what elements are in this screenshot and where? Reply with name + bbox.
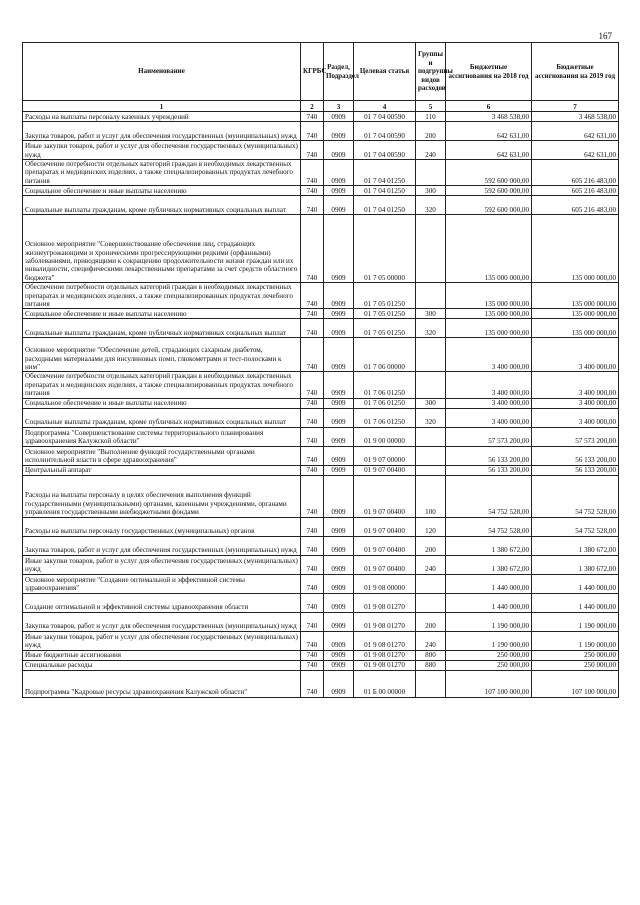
row-budget-2019: 54 752 528,00	[532, 475, 619, 517]
row-article: 01 9 07 00000	[354, 446, 416, 465]
row-kgrbs: 740	[301, 475, 324, 517]
row-name: Иные закупки товаров, работ и услуг для обеспечения государственных (муниципальных) нужд	[23, 631, 301, 650]
row-kgrbs: 740	[301, 612, 324, 631]
row-article: 01 7 04 01250	[354, 160, 416, 186]
row-budget-2019: 135 000 000,00	[532, 309, 619, 319]
row-budget-2019: 135 000 000,00	[532, 319, 619, 338]
row-name: Основное мероприятие "Выполнение функций государственными органами исполнительной власти в сфере здравоохранения"	[23, 446, 301, 465]
row-section: 0909	[324, 283, 354, 309]
row-article: 01 9 07 00400	[354, 465, 416, 475]
row-kgrbs: 740	[301, 650, 324, 660]
column-number: 5	[416, 101, 446, 112]
row-kgrbs: 740	[301, 536, 324, 555]
row-name: Обеспечение потребности отдельных категорий граждан в необходимых лекарственных препаратах и медицинских изделиях, а также специализированных продуктах лечебного питания	[23, 160, 301, 186]
row-budget-2019: 642 631,00	[532, 141, 619, 160]
row-expense-group	[416, 427, 446, 446]
row-expense-group: 320	[416, 196, 446, 215]
row-budget-2018: 250 000,00	[446, 660, 532, 670]
table-row	[23, 112, 619, 122]
row-budget-2018: 1 190 000,00	[446, 631, 532, 650]
row-expense-group	[416, 372, 446, 398]
row-budget-2018: 56 133 200,00	[446, 446, 532, 465]
row-expense-group	[416, 338, 446, 372]
table-row	[23, 372, 619, 398]
row-kgrbs: 740	[301, 160, 324, 186]
row-budget-2019: 1 190 000,00	[532, 631, 619, 650]
row-name: Иные закупки товаров, работ и услуг для обеспечения государственных (муниципальных) нужд	[23, 555, 301, 574]
row-kgrbs: 740	[301, 670, 324, 697]
row-name: Расходы на выплаты персоналу казенных учреждений	[23, 112, 301, 122]
row-budget-2018: 3 400 000,00	[446, 372, 532, 398]
row-budget-2019: 54 752 528,00	[532, 517, 619, 536]
row-article: 01 9 07 00400	[354, 555, 416, 574]
column-number: 2	[301, 101, 324, 112]
table-row	[23, 475, 619, 517]
table-row	[23, 141, 619, 160]
row-section: 0909	[324, 319, 354, 338]
header-section: Раздел, Подраздел	[324, 43, 354, 101]
row-budget-2018: 250 000,00	[446, 650, 532, 660]
header-name: Наименование	[23, 43, 301, 101]
row-expense-group: 320	[416, 319, 446, 338]
table-row	[23, 631, 619, 650]
row-budget-2018: 3 400 000,00	[446, 338, 532, 372]
row-section: 0909	[324, 631, 354, 650]
column-number: 6	[446, 101, 532, 112]
table-row	[23, 283, 619, 309]
row-budget-2019: 135 000 000,00	[532, 215, 619, 283]
row-kgrbs: 740	[301, 574, 324, 593]
row-article: 01 9 08 00000	[354, 574, 416, 593]
row-budget-2019: 1 440 000,00	[532, 593, 619, 612]
row-name: Закупка товаров, работ и услуг для обеспечения государственных (муниципальных) нужд	[23, 612, 301, 631]
row-budget-2019: 250 000,00	[532, 650, 619, 660]
header-budget-2019: Бюджетные ассигнования на 2019 год	[532, 43, 619, 101]
row-budget-2018: 1 380 672,00	[446, 555, 532, 574]
row-budget-2018: 54 752 528,00	[446, 517, 532, 536]
row-budget-2019: 1 380 672,00	[532, 555, 619, 574]
row-budget-2019: 3 400 000,00	[532, 398, 619, 408]
row-name: Социальное обеспечение и иные выплаты населению	[23, 309, 301, 319]
row-kgrbs: 740	[301, 398, 324, 408]
row-name: Подпрограмма "Кадровые ресурсы здравоохранения Калужской области"	[23, 670, 301, 697]
page-number: 167	[598, 31, 612, 41]
row-kgrbs: 740	[301, 593, 324, 612]
row-article: 01 7 05 01250	[354, 283, 416, 309]
row-expense-group: 880	[416, 660, 446, 670]
table-row	[23, 536, 619, 555]
row-name: Расходы на выплаты персоналу государственных (муниципальных) органов	[23, 517, 301, 536]
row-kgrbs: 740	[301, 517, 324, 536]
row-budget-2019: 56 133 200,00	[532, 446, 619, 465]
row-budget-2018: 1 380 672,00	[446, 536, 532, 555]
row-budget-2019: 1 190 000,00	[532, 612, 619, 631]
header-budget-2018: Бюджетные ассигнования на 2018 год	[446, 43, 532, 101]
row-expense-group: 200	[416, 612, 446, 631]
row-article: 01 9 08 01270	[354, 631, 416, 650]
row-budget-2019: 135 000 000,00	[532, 283, 619, 309]
row-article: 01 7 04 00590	[354, 122, 416, 141]
row-budget-2018: 107 100 000,00	[446, 670, 532, 697]
row-kgrbs: 740	[301, 427, 324, 446]
row-kgrbs: 740	[301, 338, 324, 372]
row-name: Социальное обеспечение и иные выплаты населению	[23, 186, 301, 196]
table-body	[23, 112, 619, 698]
table-header-row	[23, 43, 619, 101]
row-name: Иные бюджетные ассигнования	[23, 650, 301, 660]
row-budget-2018: 592 600 000,00	[446, 186, 532, 196]
row-budget-2018: 3 400 000,00	[446, 398, 532, 408]
row-name: Создание оптимальной и эффективной системы здравоохранения области	[23, 593, 301, 612]
row-name: Закупка товаров, работ и услуг для обеспечения государственных (муниципальных) нужд	[23, 122, 301, 141]
row-expense-group	[416, 465, 446, 475]
column-number: 3	[324, 101, 354, 112]
row-kgrbs: 740	[301, 186, 324, 196]
row-expense-group	[416, 283, 446, 309]
row-section: 0909	[324, 446, 354, 465]
row-name: Расходы на выплаты персоналу в целях обеспечения выполнения функций государственными (муниципальными) органами, казенными учреждениями, органами управления государственными внебюджетными фондами	[23, 475, 301, 517]
row-article: 01 7 06 01250	[354, 408, 416, 427]
row-section: 0909	[324, 215, 354, 283]
row-kgrbs: 740	[301, 465, 324, 475]
row-article: 01 Б 00 00000	[354, 670, 416, 697]
row-kgrbs: 740	[301, 631, 324, 650]
row-article: 01 9 08 01270	[354, 593, 416, 612]
row-section: 0909	[324, 574, 354, 593]
row-budget-2019: 1 380 672,00	[532, 536, 619, 555]
row-budget-2019: 250 000,00	[532, 660, 619, 670]
row-article: 01 7 04 01250	[354, 196, 416, 215]
row-expense-group	[416, 670, 446, 697]
row-budget-2018: 135 000 000,00	[446, 283, 532, 309]
row-article: 01 9 07 00400	[354, 536, 416, 555]
row-budget-2019: 3 468 538,00	[532, 112, 619, 122]
row-expense-group: 200	[416, 122, 446, 141]
row-article: 01 9 08 01270	[354, 660, 416, 670]
row-article: 01 7 06 00000	[354, 338, 416, 372]
row-section: 0909	[324, 398, 354, 408]
row-kgrbs: 740	[301, 215, 324, 283]
row-expense-group	[416, 215, 446, 283]
row-section: 0909	[324, 475, 354, 517]
table-row	[23, 319, 619, 338]
row-article: 01 7 05 01250	[354, 319, 416, 338]
row-expense-group: 300	[416, 186, 446, 196]
row-section: 0909	[324, 141, 354, 160]
table-row	[23, 186, 619, 196]
row-kgrbs: 740	[301, 283, 324, 309]
table-row	[23, 593, 619, 612]
row-article: 01 7 04 00590	[354, 141, 416, 160]
row-expense-group: 120	[416, 517, 446, 536]
row-budget-2018: 1 190 000,00	[446, 612, 532, 631]
table-row	[23, 427, 619, 446]
row-kgrbs: 740	[301, 112, 324, 122]
table-row	[23, 398, 619, 408]
row-budget-2019: 605 216 483,00	[532, 186, 619, 196]
table-row	[23, 309, 619, 319]
row-expense-group	[416, 160, 446, 186]
table-row	[23, 215, 619, 283]
row-kgrbs: 740	[301, 372, 324, 398]
row-name: Подпрограмма "Совершенствование системы территориального планирования здравоохранения Калужской области"	[23, 427, 301, 446]
row-article: 01 7 05 01250	[354, 309, 416, 319]
row-budget-2019: 56 133 200,00	[532, 465, 619, 475]
row-name: Социальные выплаты гражданам, кроме публичных нормативных социальных выплат	[23, 196, 301, 215]
row-expense-group	[416, 574, 446, 593]
row-kgrbs: 740	[301, 660, 324, 670]
row-budget-2018: 3 400 000,00	[446, 408, 532, 427]
row-expense-group: 200	[416, 536, 446, 555]
row-section: 0909	[324, 517, 354, 536]
row-expense-group	[416, 593, 446, 612]
row-article: 01 9 08 01270	[354, 650, 416, 660]
row-kgrbs: 740	[301, 555, 324, 574]
row-name: Основное мероприятие "Создание оптимальной и эффективной системы здравоохранения"	[23, 574, 301, 593]
row-kgrbs: 740	[301, 122, 324, 141]
table-row	[23, 465, 619, 475]
row-section: 0909	[324, 660, 354, 670]
row-budget-2018: 642 631,00	[446, 141, 532, 160]
row-expense-group: 100	[416, 475, 446, 517]
row-section: 0909	[324, 555, 354, 574]
row-kgrbs: 740	[301, 309, 324, 319]
row-budget-2018: 57 573 200,00	[446, 427, 532, 446]
row-section: 0909	[324, 408, 354, 427]
row-expense-group	[416, 446, 446, 465]
row-name: Основное мероприятие "Совершенствование обеспечения лиц, страдающих жизнеугрожающими и хроническими прогрессирующими редкими (орфанными) заболеваниями, приводящими к сокращению продолжительности жизни граждан или их инвалидности, специфическими лекарственными препаратами за счет средств областного бюджета"	[23, 215, 301, 283]
row-kgrbs: 740	[301, 196, 324, 215]
row-budget-2018: 135 000 000,00	[446, 309, 532, 319]
row-budget-2019: 605 216 483,00	[532, 196, 619, 215]
table-row	[23, 122, 619, 141]
table-row	[23, 670, 619, 697]
row-budget-2019: 107 100 000,00	[532, 670, 619, 697]
row-section: 0909	[324, 536, 354, 555]
table-row	[23, 660, 619, 670]
row-section: 0909	[324, 372, 354, 398]
row-expense-group: 800	[416, 650, 446, 660]
row-name: Обеспечение потребности отдельных категорий граждан в необходимых лекарственных препаратах и медицинских изделиях, а также специализированных продуктах лечебного питания	[23, 283, 301, 309]
column-number-row	[23, 101, 619, 112]
row-article: 01 7 05 00000	[354, 215, 416, 283]
row-section: 0909	[324, 612, 354, 631]
table-row	[23, 196, 619, 215]
row-budget-2018: 3 468 538,00	[446, 112, 532, 122]
row-kgrbs: 740	[301, 319, 324, 338]
row-budget-2018: 1 440 000,00	[446, 574, 532, 593]
row-section: 0909	[324, 465, 354, 475]
table-row	[23, 574, 619, 593]
header-article: Целевая статья	[354, 43, 416, 101]
row-expense-group: 240	[416, 555, 446, 574]
row-name: Социальные выплаты гражданам, кроме публичных нормативных социальных выплат	[23, 319, 301, 338]
row-kgrbs: 740	[301, 446, 324, 465]
row-name: Основное мероприятие "Обеспечение детей, страдающих сахарным диабетом, расходными материалами для инсулиновых помп, глюкометрами и тест-полосками к ним"	[23, 338, 301, 372]
row-budget-2018: 642 631,00	[446, 122, 532, 141]
row-name: Центральный аппарат	[23, 465, 301, 475]
row-budget-2018: 1 440 000,00	[446, 593, 532, 612]
row-name: Социальные выплаты гражданам, кроме публичных нормативных социальных выплат	[23, 408, 301, 427]
row-budget-2019: 3 400 000,00	[532, 372, 619, 398]
table-row	[23, 338, 619, 372]
row-article: 01 7 04 01250	[354, 186, 416, 196]
budget-table	[22, 42, 619, 698]
row-article: 01 7 06 01250	[354, 372, 416, 398]
row-budget-2019: 57 573 200,00	[532, 427, 619, 446]
row-budget-2018: 592 600 000,00	[446, 160, 532, 186]
row-article: 01 9 00 00000	[354, 427, 416, 446]
row-expense-group: 320	[416, 408, 446, 427]
row-name: Социальное обеспечение и иные выплаты населению	[23, 398, 301, 408]
row-section: 0909	[324, 338, 354, 372]
table-row	[23, 446, 619, 465]
row-section: 0909	[324, 112, 354, 122]
row-kgrbs: 740	[301, 141, 324, 160]
table-row	[23, 408, 619, 427]
row-article: 01 9 07 00400	[354, 517, 416, 536]
row-section: 0909	[324, 427, 354, 446]
column-number: 7	[532, 101, 619, 112]
row-section: 0909	[324, 196, 354, 215]
row-name: Специальные расходы	[23, 660, 301, 670]
row-budget-2019: 605 216 483,00	[532, 160, 619, 186]
table-row	[23, 555, 619, 574]
row-article: 01 7 06 01250	[354, 398, 416, 408]
column-number: 4	[354, 101, 416, 112]
row-section: 0909	[324, 593, 354, 612]
header-kgrbs: КГРБС	[301, 43, 324, 101]
table-row	[23, 517, 619, 536]
row-budget-2018: 135 000 000,00	[446, 319, 532, 338]
row-budget-2018: 135 000 000,00	[446, 215, 532, 283]
row-section: 0909	[324, 160, 354, 186]
row-budget-2019: 3 400 000,00	[532, 408, 619, 427]
row-section: 0909	[324, 670, 354, 697]
row-article: 01 7 04 00590	[354, 112, 416, 122]
table-row	[23, 612, 619, 631]
table-row	[23, 650, 619, 660]
header-expense-group: Группы и подгруппы видов расходов	[416, 43, 446, 101]
row-budget-2019: 642 631,00	[532, 122, 619, 141]
row-budget-2019: 3 400 000,00	[532, 338, 619, 372]
row-article: 01 9 07 00400	[354, 475, 416, 517]
row-section: 0909	[324, 186, 354, 196]
row-expense-group: 300	[416, 309, 446, 319]
row-section: 0909	[324, 122, 354, 141]
row-name: Закупка товаров, работ и услуг для обеспечения государственных (муниципальных) нужд	[23, 536, 301, 555]
row-expense-group: 240	[416, 141, 446, 160]
row-expense-group: 110	[416, 112, 446, 122]
row-budget-2018: 56 133 200,00	[446, 465, 532, 475]
row-budget-2018: 592 600 000,00	[446, 196, 532, 215]
row-expense-group: 240	[416, 631, 446, 650]
column-number: 1	[23, 101, 301, 112]
row-name: Иные закупки товаров, работ и услуг для обеспечения государственных (муниципальных) нужд	[23, 141, 301, 160]
row-budget-2018: 54 752 528,00	[446, 475, 532, 517]
row-budget-2019: 1 440 000,00	[532, 574, 619, 593]
row-expense-group: 300	[416, 398, 446, 408]
row-section: 0909	[324, 309, 354, 319]
table-row	[23, 160, 619, 186]
row-section: 0909	[324, 650, 354, 660]
row-name: Обеспечение потребности отдельных категорий граждан в необходимых лекарственных препаратах и медицинских изделиях, а также специализированных продуктах лечебного питания	[23, 372, 301, 398]
row-kgrbs: 740	[301, 408, 324, 427]
row-article: 01 9 08 01270	[354, 612, 416, 631]
